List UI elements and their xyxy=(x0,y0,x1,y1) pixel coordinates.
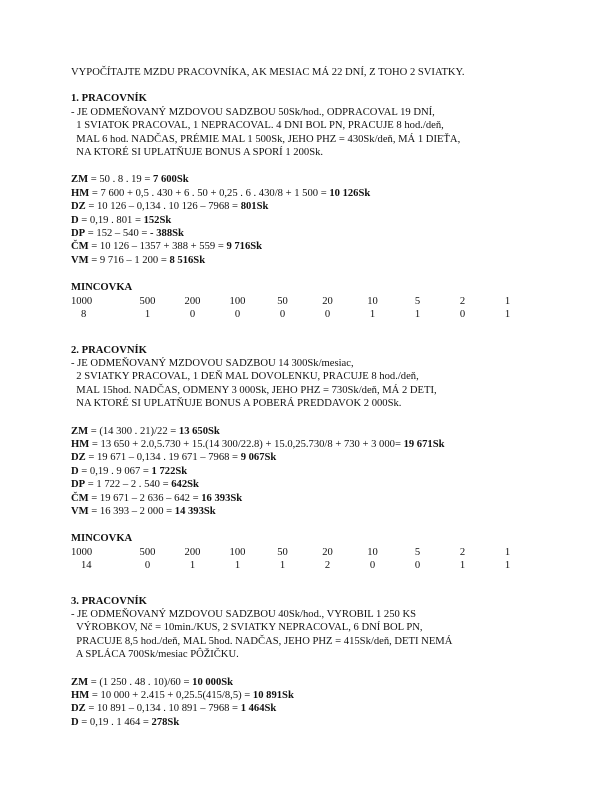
mincovka-heading: MINCOVKA xyxy=(71,282,133,294)
denomination-cell: 10 xyxy=(367,295,378,307)
denomination-cell: 1 xyxy=(504,295,511,307)
calc-line: HM = 7 600 + 0,5 . 430 + 6 . 50 + 0,25 . 6 . 430/8 + 1 500 = 10 126Sk xyxy=(71,187,371,199)
count-cell: 1 xyxy=(504,309,511,321)
description-line: PRACUJE 8,5 hod./deň, MAL 5hod. NADČAS, JEHO PHZ = 415Sk/deň, DETI NEMÁ xyxy=(71,635,453,647)
count-cell: 1 xyxy=(189,560,196,572)
calc-line: DZ = 10 126 – 0,134 . 10 126 – 7968 = 801Sk xyxy=(71,201,269,213)
count-cell: 1 xyxy=(459,560,466,572)
count-cell: 1 xyxy=(504,560,511,572)
mincovka-table xyxy=(71,295,530,322)
calc-line: DZ = 19 671 – 0,134 . 19 671 – 7968 = 9 067Sk xyxy=(71,452,277,464)
section-worker-3 xyxy=(71,595,571,730)
calc-line: HM = 13 650 + 2.0,5.730 + 15.(14 300/22.8) + 15.0,25.730/8 + 730 + 3 000= 19 671Sk xyxy=(71,438,445,450)
denomination-cell: 5 xyxy=(414,295,421,307)
denomination-cell: 500 xyxy=(139,546,156,558)
calc-line: HM = 10 000 + 2.415 + 0,25.5(415/8,5) = 10 891Sk xyxy=(71,690,294,702)
mincovka-heading: MINCOVKA xyxy=(71,533,133,545)
description-line: - JE ODMEŇOVANÝ MZDOVOU SADZBOU 14 300Sk/mesiac, xyxy=(71,357,354,369)
count-row xyxy=(71,559,530,572)
description-line: - JE ODMEŇOVANÝ MZDOVOU SADZBOU 40Sk/hod., VYROBIL 1 250 KS xyxy=(71,609,416,620)
count-row xyxy=(71,308,530,321)
section-heading: 3. PRACOVNÍK xyxy=(71,595,147,607)
count-cell: 0 xyxy=(369,560,376,572)
denomination-cell: 5 xyxy=(414,546,421,558)
count-cell: 0 xyxy=(144,560,151,572)
mincovka-table xyxy=(71,546,530,573)
count-cell: 0 xyxy=(189,309,196,321)
page-title: VYPOČÍTAJTE MZDU PRACOVNÍKA, AK MESIAC MÁ 22 DNÍ, Z TOHO 2 SVIATKY. xyxy=(71,67,465,78)
calc-line: DZ = 10 891 – 0,134 . 10 891 – 7968 = 1 464Sk xyxy=(71,703,277,715)
calc-line: D = 0,19 . 9 067 = 1 722Sk xyxy=(71,465,188,477)
denomination-row xyxy=(71,295,530,308)
count-cell: 0 xyxy=(234,309,241,321)
count-cell: 0 xyxy=(459,309,466,321)
section-heading: 1. PRACOVNÍK xyxy=(71,93,147,105)
denomination-cell: 200 xyxy=(184,546,201,558)
calc-line: DP = 1 722 – 2 . 540 = 642Sk xyxy=(71,479,199,491)
calc-line: ZM = 50 . 8 . 19 = 7 600Sk xyxy=(71,174,189,186)
calc-line: ZM = (1 250 . 48 . 10)/60 = 10 000Sk xyxy=(71,676,234,688)
denomination-cell: 100 xyxy=(229,295,246,307)
description-line: 2 SVIATKY PRACOVAL, 1 DEŇ MAL DOVOLENKU, PRACUJE 8 hod./deň, xyxy=(71,371,419,383)
calc-line: ZM = (14 300 . 21)/22 = 13 650Sk xyxy=(71,425,220,437)
section-worker-2 xyxy=(71,344,571,573)
description-line: 1 SVIATOK PRACOVAL, 1 NEPRACOVAL. 4 DNI BOL PN, PRACUJE 8 hod./deň, xyxy=(71,120,444,132)
denomination-cell: 200 xyxy=(184,295,201,307)
description-line: MAL 6 hod. NADČAS, PRÉMIE MAL 1 500Sk, JEHO PHZ = 430Sk/deň, MÁ 1 DIEŤA, xyxy=(71,133,461,145)
calc-line: D = 0,19 . 801 = 152Sk xyxy=(71,214,172,226)
denomination-cell: 1000 xyxy=(71,295,93,307)
count-cell: 14 xyxy=(81,560,92,572)
denomination-cell: 100 xyxy=(229,546,246,558)
denomination-cell: 50 xyxy=(277,295,288,307)
calc-line: VM = 16 393 – 2 000 = 14 393Sk xyxy=(71,505,216,517)
description-line: A SPLÁCA 700Sk/mesiac PÔŽIČKU. xyxy=(71,649,239,661)
count-cell: 0 xyxy=(279,309,286,321)
description-line: VÝROBKOV, Nč = 10min./KUS, 2 SVIATKY NEPRACOVAL, 6 DNÍ BOL PN, xyxy=(71,622,423,634)
count-cell: 1 xyxy=(414,309,421,321)
count-cell: 1 xyxy=(234,560,241,572)
count-cell: 0 xyxy=(414,560,421,572)
description-line: - JE ODMEŇOVANÝ MZDOVOU SADZBOU 50Sk/hod., ODPRACOVAL 19 DNÍ, xyxy=(71,106,435,118)
description-line: MAL 15hod. NADČAS, ODMENY 3 000Sk, JEHO PHZ = 730Sk/deň, MÁ 2 DETI, xyxy=(71,384,437,396)
calc-line: D = 0,19 . 1 464 = 278Sk xyxy=(71,716,180,728)
description-line: NA KTORÉ SI UPLATŇUJE BONUS A POBERÁ PREDDAVOK 2 000Sk. xyxy=(71,398,402,410)
denomination-cell: 500 xyxy=(139,295,156,307)
section-worker-1 xyxy=(71,92,571,321)
denomination-cell: 2 xyxy=(459,295,466,307)
calc-line: VM = 9 716 – 1 200 = 8 516Sk xyxy=(71,254,206,266)
calc-line: ČM = 10 126 – 1357 + 388 + 559 = 9 716Sk xyxy=(71,241,263,253)
denomination-cell: 2 xyxy=(459,546,466,558)
calc-line: DP = 152 – 540 = - 388Sk xyxy=(71,228,184,240)
count-cell: 2 xyxy=(324,560,331,572)
count-cell: 0 xyxy=(324,309,331,321)
count-cell: 1 xyxy=(369,309,376,321)
denomination-cell: 20 xyxy=(322,546,333,558)
calc-line: ČM = 19 671 – 2 636 – 642 = 16 393Sk xyxy=(71,492,243,504)
denomination-cell: 20 xyxy=(322,295,333,307)
denomination-cell: 50 xyxy=(277,546,288,558)
document-page xyxy=(71,66,571,729)
description-line: NA KTORÉ SI UPLATŇUJE BONUS A SPORÍ 1 200Sk. xyxy=(71,147,324,159)
denomination-row xyxy=(71,546,530,559)
count-cell: 1 xyxy=(144,309,151,321)
count-cell: 1 xyxy=(279,560,286,572)
denomination-cell: 1 xyxy=(504,546,511,558)
section-heading: 2. PRACOVNÍK xyxy=(71,344,147,356)
denomination-cell: 10 xyxy=(367,546,378,558)
denomination-cell: 1000 xyxy=(71,546,93,558)
count-cell: 8 xyxy=(81,309,87,321)
